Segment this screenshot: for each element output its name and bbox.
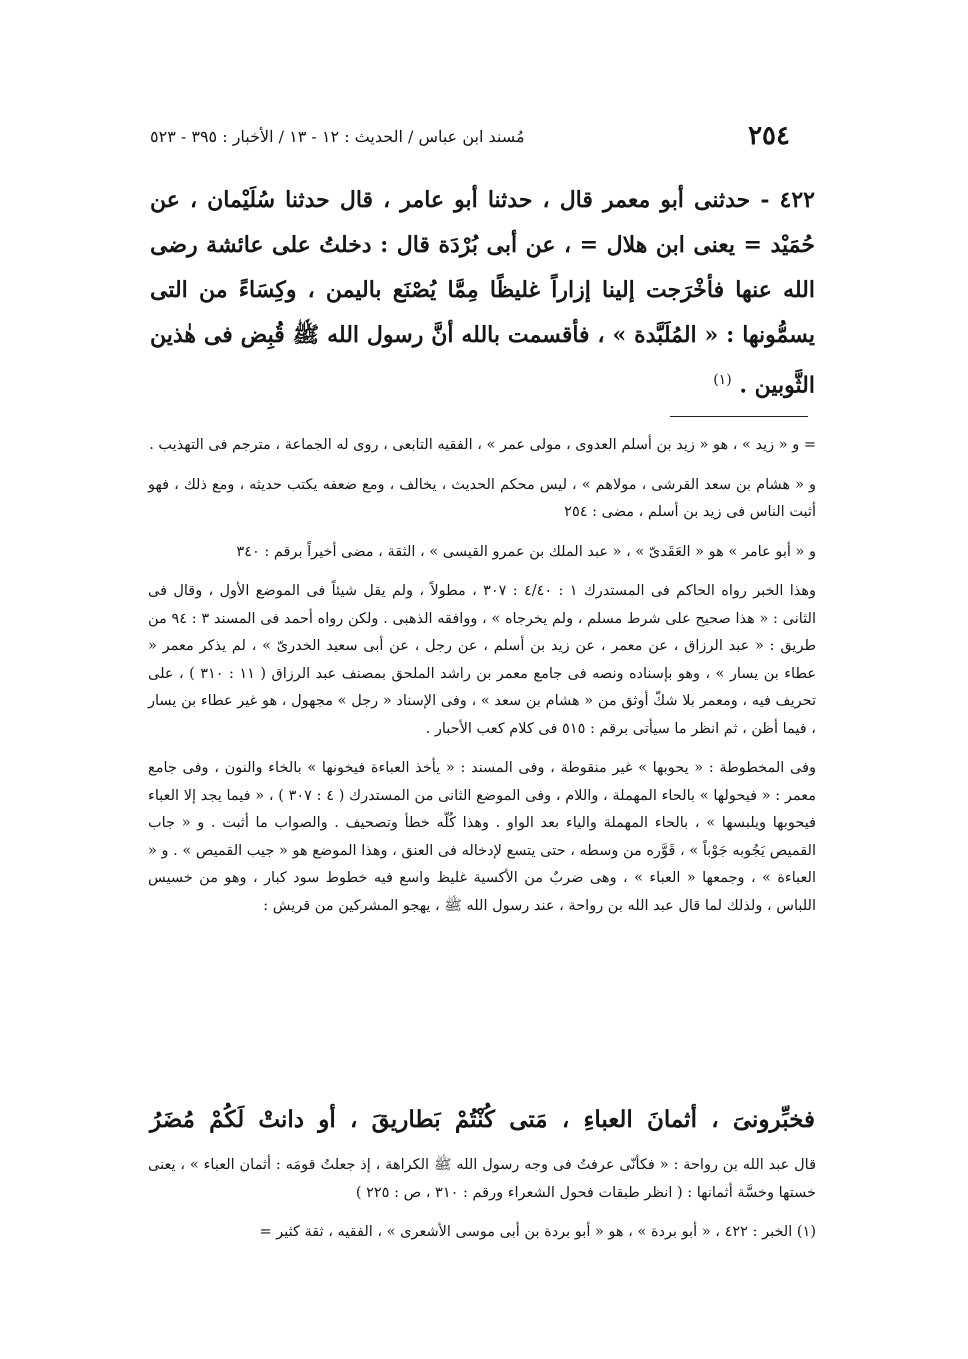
footnote-paragraph: قال عبد الله بن رواحة : « فكأنّى عرفتُ فى وجه رسول الله ﷺ الكراهة ، إذ جعلتُ قومَه : أثمان العباء » ، يعنى خستها وخسَّة أثمانها : ( انظر طبقات فحول الشعراء ورقم : ٣١٠ ، ص : ٢٢٥ ) xyxy=(148,1157,816,1201)
footnote-paragraph: و « هشام بن سعد القرشى ، مولاهم » ، ليس محكم الحديث ، يخالف ، ومع ضعفه يكتب حديثه ، ومع ذلك ، فهو أثبت الناس فى زيد بن أسلم ، مضى : ٢٥٤ xyxy=(148,476,816,520)
poetry-verse: فخبِّرونىَ ، أثمانَ العباءِ ، مَتى كُنْتُمْ بَطاريقَ ، أو دانتْ لَكُمْ مُضَرُ xyxy=(150,1106,815,1133)
footnote-marker: (١) xyxy=(713,372,732,388)
page-number: ٢٥٤ xyxy=(748,121,790,151)
hadith-paragraph xyxy=(150,178,815,408)
running-header xyxy=(150,118,790,154)
footnote-paragraph: وفى المخطوطة : « يحوبها » غير منقوطة ، وفى المسند : « يأخذ العباءة فيخونها » بالخاء والنون ، وفى جامع معمر : « فيحولها » بالحاء المهملة ، واللام ، وفى الموضع الثانى من المستدرك ( ٤ : ٣٠٧ ) ، « فيما يجد إلا العباء فيحوبها ويلبسها » ، بالحاء المهملة والياء بعد الواو . وهذا كُلّه خطأ وتصحيف . والصواب ما أثبت . و « جاب القميص يَجُوبه جَوْباً » ، قَوَّره من وسطه ، حتى يتسع لإدخاله فى العنق ، وهذا الموضع هو « جيب القميص » . و « العباءة » ، وجمعها « العباء » ، وهى ضربٌ من الأكسية غليظ واسع فيه خطوط سود كبار ، وهو من خسيس اللباس ، ولذلك لما قال عبد الله بن رواحة ، عند رسول الله ﷺ ، يهجو المشركين من قريش : xyxy=(148,760,817,914)
hadith-body: ٤٢٢ - حدثنى أبو معمر قال ، حدثنا أبو عامر ، قال حدثنا سُلَيْمان ، عن حُمَيْد = يعنى ابن هلال = ، عن أبى بُرْدَة قال : دخلتُ على عائشة رضى الله عنها فأخْرَجت إلينا إزاراً غليظًا مِمَّا يُصْنَع باليمن ، وكِسَاءً من التى يسمُّونها : « المُلَبَّدة » ، فأقسمت بالله أنَّ رسول الله ﷺ قُبِض فى هٰذين الثَّوبين . xyxy=(150,187,815,399)
running-title: مُسند ابن عباس / الحديث : ١٢ - ١٣ / الأخبار : ٣٩٥ - ٥٢٣ xyxy=(150,126,525,146)
footnotes xyxy=(148,432,816,932)
footnote-paragraph: = و « زيد » ، هو « زيد بن أسلم العدوى ، مولى عمر » ، الفقيه التابعى ، روى له الجماعة ، مترجم فى التهذيب . xyxy=(149,437,816,453)
footnote-separator xyxy=(670,416,808,417)
hadith-text xyxy=(150,178,815,408)
footnote-paragraph: (١) الخبر : ٤٢٢ ، « أبو بردة » ، هو « أبو بردة بن أبى موسى الأشعرى » ، الفقيه ، ثقة كثير = xyxy=(259,1224,816,1240)
footnote-paragraph: و « أبو عامر » هو « العَقَدىّ » ، « عبد الملك بن عمرو القيسى » ، الثقة ، مضى أخيراً برقم : ٣٤٠ xyxy=(236,543,816,560)
footnote-paragraph: وهذا الخبر رواه الحاكم فى المستدرك ١ : ٤/٤٠ : ٣٠٧ ، مطولاً ، ولم يقل شيئاً فى الموضع الأول ، وقال فى الثانى : « هذا صحيح على شرط مسلم ، ولم يخرجاه » ، ووافقه الذهبى . ولكن رواه أحمد فى المسند ٣ : ٩٤ من طريق : « عبد الرزاق ، عن معمر ، عن زيد بن أسلم ، عن رجل ، عن أبى سعيد الخدرىّ » ، لم يذكر معمر « عطاء بن يسار » ، وهو بإسناده ونصه فى جامع معمر بن راشد الملحق بمصنف عبد الرزاق ( ١١ : ٣١٠ ) ، على تحريف فيه ، ومعمر بلا شكّ أوثق من « هشام بن سعد » ، وفى الإسناد « رجل » مجهول ، هو غير عطاء بن يسار ، فيما أظن ، ثم انظر ما سيأتى برقم : ٥١٥ فى كلام كعب الأحبار . xyxy=(148,583,816,737)
footnotes-continued xyxy=(148,1152,816,1259)
